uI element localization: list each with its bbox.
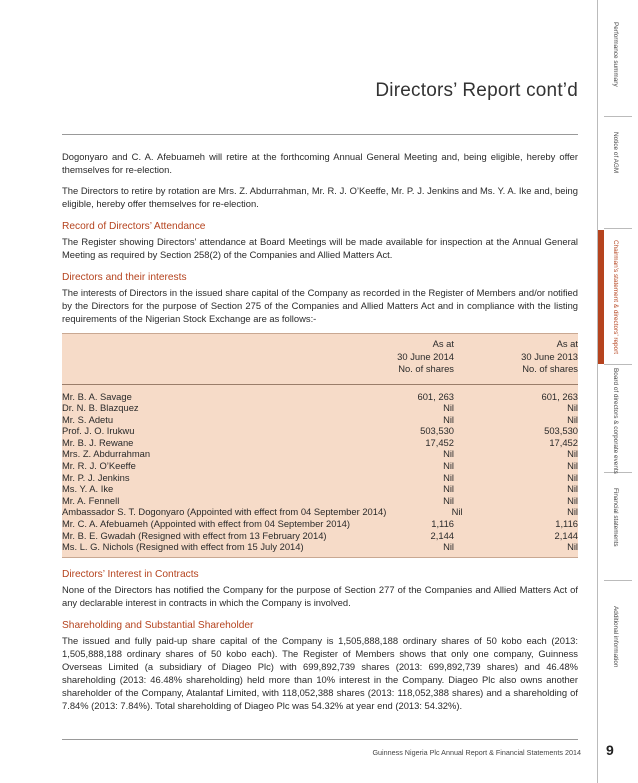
shares-2013: 601, 263 [541,390,578,402]
page-title: Directors’ Report cont’d [375,80,578,101]
director-name: Mr. S. Adetu [62,413,114,425]
director-name: Ms. L. G. Nichols (Resigned with effect from 15 July 2014) [62,541,304,553]
table-row [62,448,578,460]
shares-2014: Nil [443,471,454,483]
shares-2013: Nil [567,494,578,506]
sidebar-item-additional-information[interactable]: Additional information [612,606,619,668]
shares-2013: 503,530 [544,425,578,437]
section-heading-shareholding: Shareholding and Substantial Shareholder [62,619,254,631]
shares-2013: Nil [567,448,578,460]
sidebar-item-chairmans-statement[interactable]: Chairman’s statement & directors’ report [612,240,619,355]
section-body-contracts: None of the Directors has notified the Company for the purpose of Section 277 of the Companies and Allied Matters Act of any declarable interest in contracts in which the Company is involved. [62,583,578,608]
table-divider [62,384,578,385]
shares-2014: Nil [443,541,454,553]
section-heading-interests: Directors and their interests [62,272,187,283]
director-name: Mr. B. E. Gwadah (Resigned with effect from 13 February 2014) [62,529,327,541]
table-row [62,460,578,472]
shares-2013: Nil [567,541,578,553]
shares-2013: Nil [567,413,578,425]
shares-2013: Nil [567,471,578,483]
table-row [62,518,578,530]
director-name: Dr. N. B. Blazquez [62,402,139,414]
table-row [62,414,578,426]
shares-2014: Nil [443,460,454,472]
shares-2013: 2,144 [554,529,578,541]
shares-2014: Nil [443,494,454,506]
section-navigation-sidebar [597,0,638,783]
shares-2014: Nil [443,483,454,495]
sidebar-item-financial-statements[interactable]: Financial statements [612,488,619,547]
paragraph: The Directors to retire by rotation are Mrs. Z. Abdurrahman, Mr. R. J. O’Keeffe, Mr. P. J. Jenkins and Ms. Y. A. Ike and, being eligible, hereby offer themselves for re-election. [62,185,578,209]
director-name: Ambassador S. T. Dogonyaro (Appointed with effect from 04 September 2014) [62,506,387,518]
shares-2013: 1,116 [555,518,578,530]
sidebar-item-board-of-directors[interactable]: Board of directors & corporate events [612,368,619,474]
page-number: 9 [606,742,614,758]
table-row [62,472,578,484]
director-name: Mr. B. J. Rewane [62,436,134,448]
footer-divider [62,739,578,740]
sidebar-item-performance-summary[interactable]: Performance summary [612,22,619,87]
table-row [62,391,578,403]
section-heading-contracts: Directors’ Interest in Contracts [62,568,199,580]
director-name: Mr. P. J. Jenkins [62,471,130,483]
section-heading-attendance: Record of Directors’ Attendance [62,221,206,232]
shares-2013: 17,452 [549,436,578,448]
column-header-2014: As at 30 June 2014 No. of shares [397,338,454,374]
shares-2014: 2,144 [430,529,454,541]
table-header [62,338,578,380]
shares-2014: 601, 263 [417,390,454,402]
table-row [62,541,578,553]
directors-interests-table [62,333,578,558]
director-name: Mr. C. A. Afebuameh (Appointed with effect from 04 September 2014) [62,518,351,530]
shares-2014: Nil [443,413,454,425]
shares-2014: 17,452 [425,436,454,448]
shares-2014: Nil [443,402,454,414]
table-row [62,425,578,437]
sidebar-item-notice-of-agm[interactable]: Notice of AGM [612,132,619,174]
table-row [62,402,578,414]
director-name: Mr. A. Fennell [62,494,120,506]
shares-2013: Nil [567,483,578,495]
table-rows [62,391,578,553]
active-section-marker [598,230,604,364]
paragraph: Dogonyaro and C. A. Afebuameh will retire at the forthcoming Annual General Meeting and, being eligible, hereby offer themselves for re-election. [62,151,578,175]
shares-2014: 503,530 [420,425,454,437]
director-name: Mr. R. J. O’Keeffe [62,460,136,472]
table-row [62,483,578,495]
report-body [62,150,578,720]
section-body-shareholding: The issued and fully paid-up share capital of the Company is 1,505,888,188 ordinary shares of 50 kobo each (2013: 1,505,888,188 ordinary shares of 50 kobo each). The Register of Members shows that only one company, Guinness Overseas Limited (a subsidiary of Diageo Plc) with 699,892,739 shares (2013: 699,892,739 shares) and 46.48% shareholding (2013: 46.48% shareholding) held more than 10% interest in the Company. Diageo Plc also owns another shareholder of the Company, Atalantaf Limited, with 118,052,388 shares (2013: 118,052,388 shares) and a shareholding of 7.84% (2013: 7.84%). Total shareholding of Diageo Plc was 54.32% at year end (2013: 54.32%). [62,634,578,711]
shares-2013: Nil [567,402,578,414]
sidebar-divider [604,228,632,229]
director-name: Ms. Y. A. Ike [62,483,114,495]
shares-2013: Nil [567,506,578,518]
shares-2013: Nil [567,460,578,472]
director-name: Mrs. Z. Abdurrahman [62,448,151,460]
column-header-2013: As at 30 June 2013 No. of shares [521,338,578,374]
header-divider [62,134,578,135]
director-name: Mr. B. A. Savage [62,390,132,402]
director-name: Prof. J. O. Irukwu [62,425,135,437]
shares-2014: 1,116 [431,518,454,530]
sidebar-divider [604,580,632,581]
section-body-attendance: The Register showing Directors’ attendance at Board Meetings will be made available for inspection at the Annual General Meeting as required by Section 258(2) of the Companies and Allied Matters Act. [62,236,578,260]
shares-2014: Nil [451,506,463,518]
section-body-interests: The interests of Directors in the issued share capital of the Company as recorded in the Register of Members and/or notified by the Directors for the purpose of Section 275 of the Companies and Allied Matters Act and in compliance with the listing requirements of the Nigerian Stock Exchange are as follows:- [62,287,578,324]
footer-text: Guinness Nigeria Plc Annual Report & Financial Statements 2014 [372,748,581,757]
table-row [62,506,578,518]
table-row [62,437,578,449]
table-row [62,495,578,507]
shares-2014: Nil [443,448,454,460]
table-row [62,530,578,542]
sidebar-divider [604,116,632,117]
sidebar-divider [604,364,632,365]
